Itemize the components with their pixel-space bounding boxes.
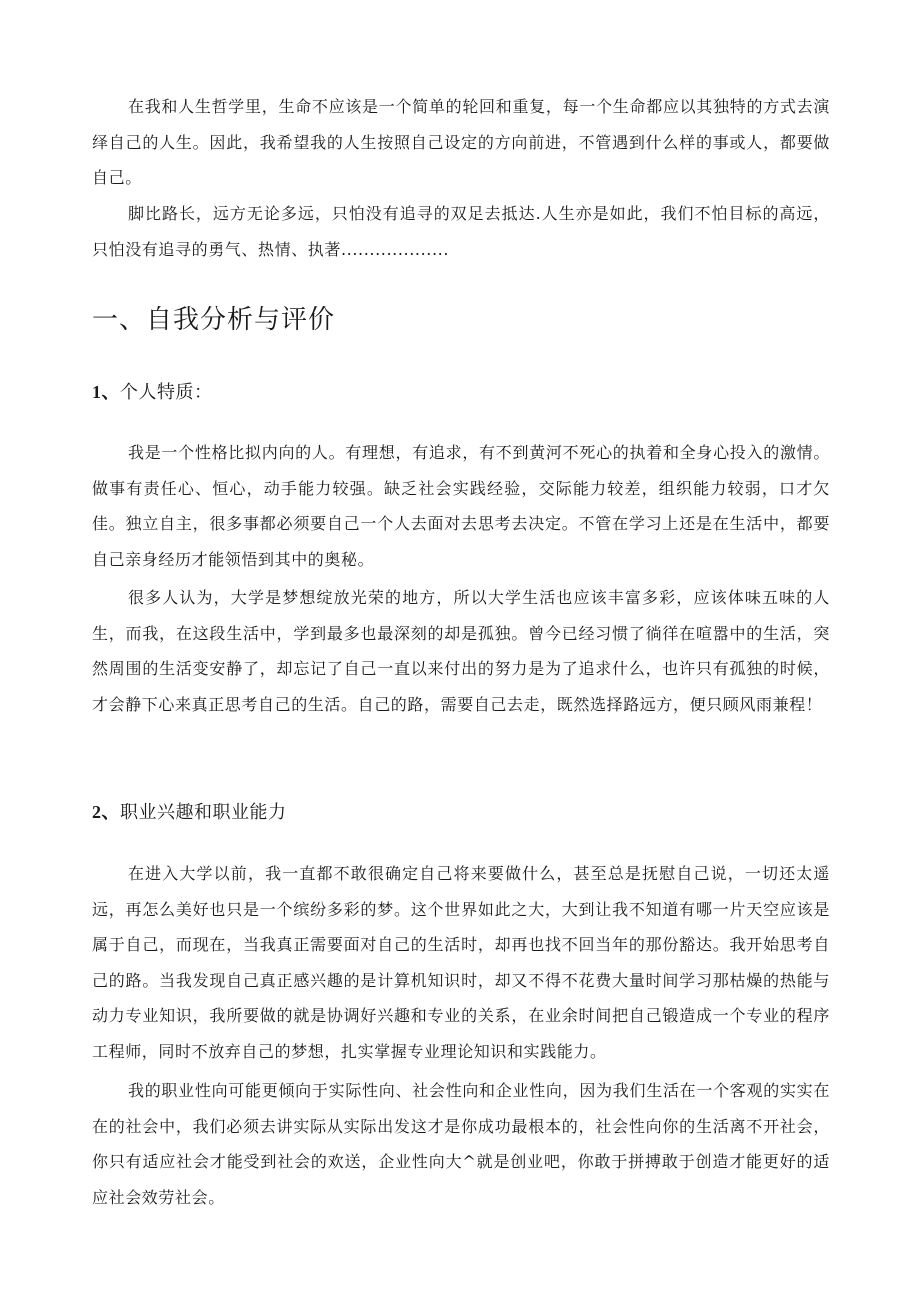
subsection-number: 1、 (92, 382, 120, 402)
intro-paragraph-2: 脚比路长，远方无论多远，只怕没有追寻的双足去抵达.人生亦是如此，我们不怕目标的高远，只怕没有追寻的勇气、热情、执著................... (92, 204, 830, 259)
subsection-heading-1 (92, 377, 213, 408)
personal-traits-paragraph-2: 很多人认为，大学是梦想绽放光荣的地方，所以大学生活也应该丰富多彩，应该体味五味的人生，而我，在这段生活中，学到最多也最深刻的却是孤独。曾今已经习惯了徜徉在喧嚣中的生活，突然周围的生活变安静了，却忘记了自己一直以来付出的努力是为了追求什么，也许只有孤独的时候，才会静下心来真正思考自己的生活。自己的路，需要自己去走，既然选择路远方，便只顾风雨兼程！ (92, 588, 830, 714)
personal-traits-paragraph-1: 我是一个性格比拟内向的人。有理想，有追求，有不到黄河不死心的执着和全身心投入的激情。做事有责任心、恒心，动手能力较强。缺乏社会实践经验，交际能力较差，组织能力较弱，口才欠佳。独立自主，很多事都必须要自己一个人去面对去思考去决定。不管在学习上还是在生活中，都要自己亲身经历才能领悟到其中的奥秘。 (92, 443, 830, 569)
career-interest-paragraph-1: 在进入大学以前，我一直都不敢很确定自己将来要做什么，甚至总是抚慰自己说，一切还太遥远，再怎么美好也只是一个缤纷多彩的梦。这个世界如此之大，大到让我不知道有哪一片天空应该是属于自己，而现在，当我真正需要面对自己的生活时，却再也找不回当年的那份豁达。我开始思考自己的路。当我发现自己真正感兴趣的是计算机知识时，却又不得不花费大量时间学习那枯燥的热能与动力专业知识，我所要做的就是协调好兴趣和专业的关系，在业余时间把自己锻造成一个专业的程序工程师，同时不放弃自己的梦想，扎实掌握专业理论知识和实践能力。 (92, 864, 830, 1061)
subsection-number: 2、 (92, 802, 120, 822)
career-interest-paragraph-2: 我的职业性向可能更倾向于实际性向、社会性向和企业性向，因为我们生活在一个客观的实实在在的社会中，我们必须去讲实际从实际出发这才是你成功最根本的，社会性向你的生活离不开社会，你只有适应社会才能受到社会的欢送，企业性向大^就是创业吧，你敢于拼搏敢于创造才能更好的适应社会效劳社会。 (92, 1081, 830, 1207)
subsection-title: 个人特质： (120, 382, 213, 403)
section-heading: 一、自我分析与评价 (92, 305, 336, 335)
subsection-title: 职业兴趣和职业能力 (120, 802, 287, 823)
intro-paragraph-1: 在我和人生哲学里，生命不应该是一个简单的轮回和重复，每一个生命都应以其独特的方式去演绎自己的人生。因此，我希望我的人生按照自己设定的方向前进，不管遇到什么样的事或人，都要做自己。 (92, 97, 830, 187)
subsection-heading-2 (92, 797, 287, 828)
